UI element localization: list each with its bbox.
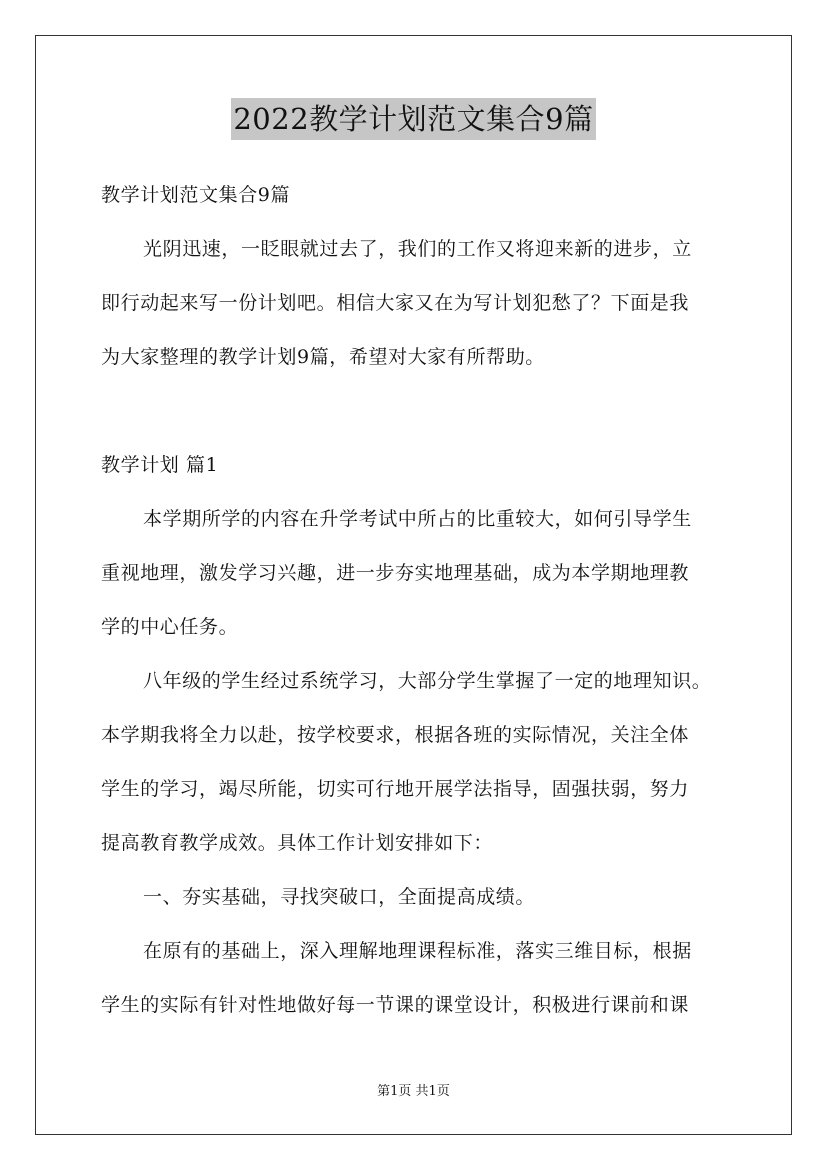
paragraph-line: 提高教育教学成效。具体工作计划安排如下： [101,832,494,854]
intro-line: 即行动起来写一份计划吧。相信大家又在为写计划犯愁了？下面是我 [101,292,690,314]
title-container [0,98,827,140]
document-title: 2022教学计划范文集合9篇 [231,98,595,140]
section-heading: 教学计划 篇1 [101,454,219,476]
paragraph-line: 学生的学习，竭尽所能，切实可行地开展学法指导，固强扶弱，努力 [101,778,690,800]
point-heading: 一、夯实基础，寻找突破口，全面提高成绩。 [143,886,536,908]
paragraph-line: 本学期我将全力以赴，按学校要求，根据各班的实际情况，关注全体 [101,724,690,746]
intro-line: 为大家整理的教学计划9篇，希望对大家有所帮助。 [101,346,545,368]
document-subtitle: 教学计划范文集合9篇 [101,184,291,206]
page-footer: 第1页 共1页 [377,1084,450,1099]
paragraph-line: 在原有的基础上，深入理解地理课程标准，落实三维目标，根据 [143,940,692,962]
intro-line: 光阴迅速，一眨眼就过去了，我们的工作又将迎来新的进步，立 [143,238,692,260]
paragraph-line: 八年级的学生经过系统学习，大部分学生掌握了一定的地理知识。 [143,670,712,692]
paragraph-line: 学的中心任务。 [101,616,239,638]
paragraph-line: 学生的实际有针对性地做好每一节课的课堂设计，积极进行课前和课 [101,994,690,1016]
paragraph-line: 本学期所学的内容在升学考试中所占的比重较大，如何引导学生 [143,508,692,530]
paragraph-line: 重视地理，激发学习兴趣，进一步夯实地理基础，成为本学期地理教 [101,562,690,584]
